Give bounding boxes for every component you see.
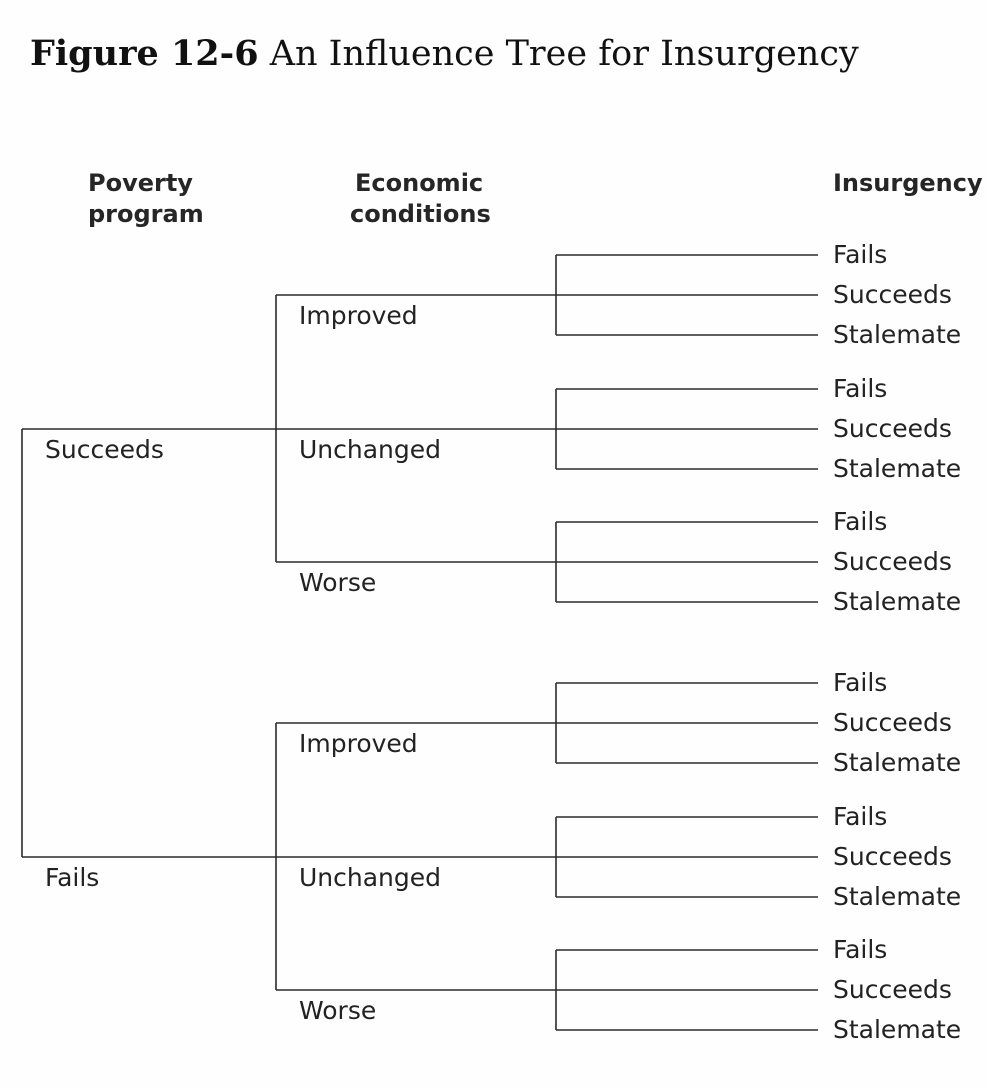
poverty-fails-economy-unchanged-label: Unchanged	[299, 863, 442, 892]
poverty-fails-economy-improved-insurgency-fails-label: Fails	[833, 668, 888, 697]
poverty-succeeds-label: Succeeds	[45, 435, 164, 464]
poverty-header-line2: program	[88, 200, 204, 228]
poverty-fails-economy-improved-insurgency-stalemate-label: Stalemate	[833, 748, 962, 777]
economic-header-line1: Economic	[355, 169, 484, 197]
poverty-fails-economy-improved-label: Improved	[299, 729, 418, 758]
poverty-succeeds-economy-worse-label: Worse	[299, 568, 377, 597]
poverty-succeeds-economy-improved-label: Improved	[299, 301, 418, 330]
poverty-succeeds-economy-unchanged-insurgency-succeeds-label: Succeeds	[833, 414, 952, 443]
poverty-fails-economy-worse-insurgency-succeeds-label: Succeeds	[833, 975, 952, 1004]
poverty-header-line1: Poverty	[88, 169, 193, 197]
poverty-fails-economy-worse-insurgency-fails-label: Fails	[833, 935, 888, 964]
poverty-succeeds-economy-worse-insurgency-fails-label: Fails	[833, 507, 888, 536]
poverty-succeeds-economy-improved-insurgency-fails-label: Fails	[833, 240, 888, 269]
poverty-fails-economy-worse-label: Worse	[299, 996, 377, 1025]
figure-title: An Influence Tree for Insurgency	[269, 34, 859, 74]
poverty-succeeds-economy-unchanged-label: Unchanged	[299, 435, 442, 464]
poverty-succeeds-economy-worse-insurgency-succeeds-label: Succeeds	[833, 547, 952, 576]
poverty-fails-economy-worse-insurgency-stalemate-label: Stalemate	[833, 1015, 962, 1044]
economic-header-line2: conditions	[350, 200, 491, 228]
poverty-succeeds-economy-unchanged-insurgency-fails-label: Fails	[833, 374, 888, 403]
poverty-fails-economy-unchanged-insurgency-succeeds-label: Succeeds	[833, 842, 952, 871]
poverty-succeeds-economy-worse-insurgency-stalemate-label: Stalemate	[833, 587, 962, 616]
poverty-fails-economy-improved-insurgency-succeeds-label: Succeeds	[833, 708, 952, 737]
poverty-fails-label: Fails	[45, 863, 100, 892]
poverty-succeeds-economy-improved-insurgency-succeeds-label: Succeeds	[833, 280, 952, 309]
insurgency-header: Insurgency	[833, 169, 983, 197]
poverty-fails-economy-unchanged-insurgency-fails-label: Fails	[833, 802, 888, 831]
poverty-succeeds-economy-unchanged-insurgency-stalemate-label: Stalemate	[833, 454, 962, 483]
poverty-fails-economy-unchanged-insurgency-stalemate-label: Stalemate	[833, 882, 962, 911]
poverty-succeeds-economy-improved-insurgency-stalemate-label: Stalemate	[833, 320, 962, 349]
figure-number: Figure 12-6	[30, 33, 259, 74]
